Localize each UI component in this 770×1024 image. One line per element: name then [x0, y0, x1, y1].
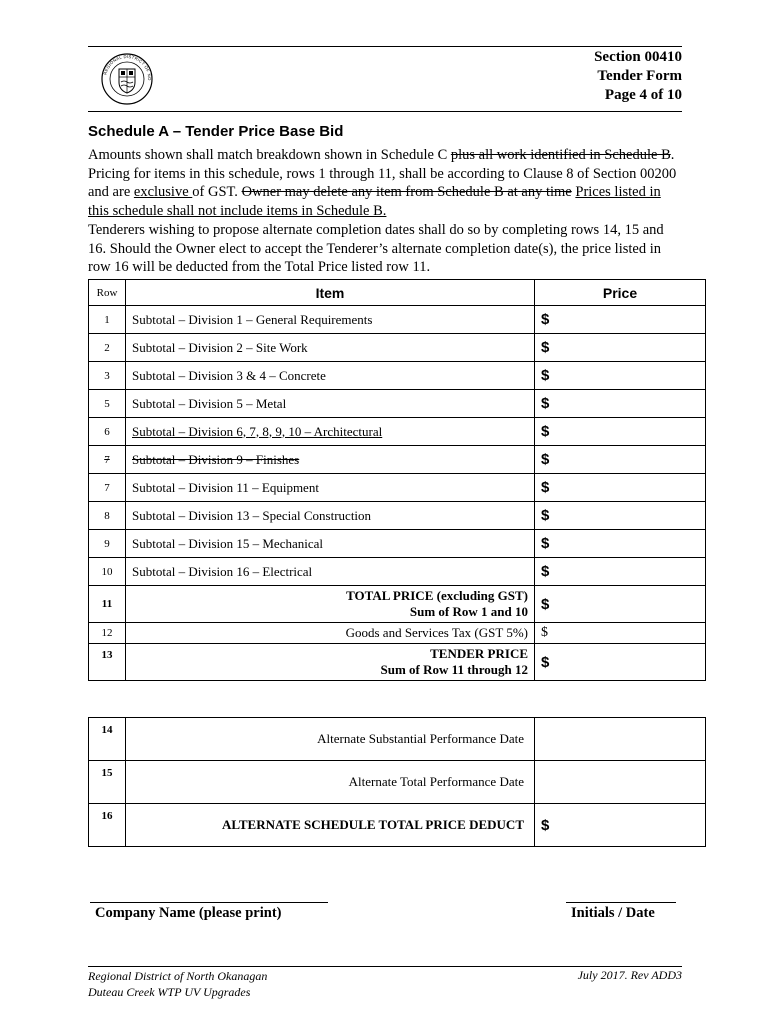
alt-price-deduct-label: ALTERNATE SCHEDULE TOTAL PRICE DEDUCT — [126, 804, 535, 847]
tender-price-subtitle: Sum of Row 11 through 12 — [380, 662, 528, 677]
inserted-text: exclusive — [133, 184, 193, 200]
inserted-text: Prices listed in this schedule shall not include items in Schedule B. — [88, 184, 661, 219]
header-bottom-rule — [88, 111, 682, 112]
item-cell: Subtotal – Division 5 – Metal — [126, 390, 535, 418]
row-number: 16 — [89, 804, 126, 847]
item-cell: Subtotal – Division 9 – Finishes — [126, 446, 535, 474]
price-cell[interactable]: $ — [535, 474, 706, 502]
table-row — [89, 334, 706, 362]
inserted-text: Subtotal – Division 6, 7, 8, 9, 10 – Architectural — [132, 423, 383, 439]
row-number: 2 — [89, 334, 126, 362]
alt-substantial-performance-date-cell[interactable] — [535, 718, 706, 761]
gst-label: Goods and Services Tax (GST 5%) — [126, 623, 535, 644]
row-number: 3 — [89, 362, 126, 390]
tender-price-title: TENDER PRICE — [430, 646, 528, 661]
price-cell[interactable]: $ — [535, 418, 706, 446]
item-cell: Subtotal – Division 15 – Mechanical — [126, 530, 535, 558]
regional-district-seal-logo — [100, 52, 154, 106]
footer-left — [88, 968, 267, 1000]
price-cell[interactable]: $ — [535, 362, 706, 390]
form-name: Tender Form — [597, 68, 682, 84]
tender-price-label — [126, 644, 535, 681]
table-row — [89, 558, 706, 586]
table-header-row — [89, 280, 706, 306]
price-cell[interactable]: $ — [535, 306, 706, 334]
row-number: 7 — [89, 446, 126, 474]
price-cell[interactable]: $ — [535, 530, 706, 558]
tender-price-cell[interactable]: $ — [535, 644, 706, 681]
row-column-header: Row — [89, 280, 126, 306]
para-text: of GST. — [192, 184, 242, 200]
total-price-subtitle: Sum of Row 1 and 10 — [409, 604, 528, 619]
page-number: Page 4 of 10 — [604, 87, 682, 103]
section-number: Section 00410 — [594, 49, 682, 65]
row-number: 9 — [89, 530, 126, 558]
deleted-text: plus all work identified in Schedule B — [450, 147, 671, 163]
item-cell: Subtotal – Division 16 – Electrical — [126, 558, 535, 586]
item-cell: Subtotal – Division 1 – General Requirements — [126, 306, 535, 334]
table-row — [89, 502, 706, 530]
row-number: 12 — [89, 623, 126, 644]
item-cell: Subtotal – Division 3 & 4 – Concrete — [126, 362, 535, 390]
svg-text:REGIONAL DISTRICT OF NORTH OKA: REGIONAL DISTRICT OF NO — [102, 53, 153, 81]
row-number: 1 — [89, 306, 126, 334]
tender-price-table — [88, 279, 706, 681]
company-name-signature-line[interactable] — [90, 902, 328, 903]
alt-row — [89, 804, 706, 847]
table-row — [89, 530, 706, 558]
price-cell[interactable]: $ — [535, 390, 706, 418]
footer-rule — [88, 966, 682, 967]
header-rule — [88, 46, 682, 47]
row-number: 11 — [89, 586, 126, 623]
item-cell: Subtotal – Division 11 – Equipment — [126, 474, 535, 502]
item-cell: Subtotal – Division 13 – Special Construction — [126, 502, 535, 530]
row-number: 6 — [89, 418, 126, 446]
table-row — [89, 418, 706, 446]
price-cell[interactable]: $ — [535, 558, 706, 586]
item-cell: Subtotal – Division 2 – Site Work — [126, 334, 535, 362]
footer-revision: July 2017. Rev ADD3 — [577, 968, 682, 982]
row-number: 13 — [89, 644, 126, 681]
total-price-row — [89, 586, 706, 623]
row-number: 5 — [89, 390, 126, 418]
table-row — [89, 474, 706, 502]
price-cell[interactable]: $ — [535, 502, 706, 530]
footer-project: Duteau Creek WTP UV Upgrades — [88, 985, 251, 999]
deleted-text: Owner may delete any item from Schedule B at any time — [241, 184, 572, 200]
total-price-label — [126, 586, 535, 623]
alternate-schedule-table — [88, 717, 706, 847]
para-text: . Pricing for items in this schedule, rows 1 through 11, shall be according to Clause 8 of Section 00200 and are — [88, 147, 677, 200]
item-column-header: Item — [126, 280, 535, 306]
document-header — [594, 48, 682, 105]
initials-signature-line[interactable] — [566, 902, 676, 903]
table-row — [89, 390, 706, 418]
alt-substantial-performance-label: Alternate Substantial Performance Date — [126, 718, 535, 761]
initials-date-label: Initials / Date — [571, 905, 655, 921]
table-row — [89, 306, 706, 334]
para-text: Amounts shown shall match breakdown shown in Schedule C — [88, 147, 451, 163]
total-price-title: TOTAL PRICE (excluding GST) — [346, 588, 528, 603]
alt-total-performance-date-cell[interactable] — [535, 761, 706, 804]
alternate-dates-paragraph: Tenderers wishing to propose alternate completion dates shall do so by completing rows 14, 15 and 16. Should the Owner elect to accept the Tenderer’s alternate completion date(s), the price listed in row 16 will be deducted from the Total Price listed row 11. — [88, 222, 664, 275]
row-number: 7 — [89, 474, 126, 502]
gst-price-cell[interactable]: $ — [535, 623, 706, 644]
schedule-title: Schedule A – Tender Price Base Bid — [88, 123, 344, 140]
gst-row — [89, 623, 706, 644]
instructions-paragraph — [88, 146, 684, 220]
alt-row — [89, 761, 706, 804]
item-cell — [126, 418, 535, 446]
alt-price-deduct-cell[interactable]: $ — [535, 804, 706, 847]
price-cell[interactable]: $ — [535, 446, 706, 474]
row-number: 15 — [89, 761, 126, 804]
company-name-label: Company Name (please print) — [95, 905, 282, 921]
row-number: 14 — [89, 718, 126, 761]
row-number: 8 — [89, 502, 126, 530]
alt-total-performance-label: Alternate Total Performance Date — [126, 761, 535, 804]
row-number: 10 — [89, 558, 126, 586]
footer-organization: Regional District of North Okanagan — [88, 969, 268, 983]
table-row — [89, 362, 706, 390]
price-column-header: Price — [535, 280, 706, 306]
price-cell[interactable]: $ — [535, 334, 706, 362]
table-row-deleted — [89, 446, 706, 474]
total-price-cell[interactable]: $ — [535, 586, 706, 623]
tender-price-row — [89, 644, 706, 681]
alt-row — [89, 718, 706, 761]
